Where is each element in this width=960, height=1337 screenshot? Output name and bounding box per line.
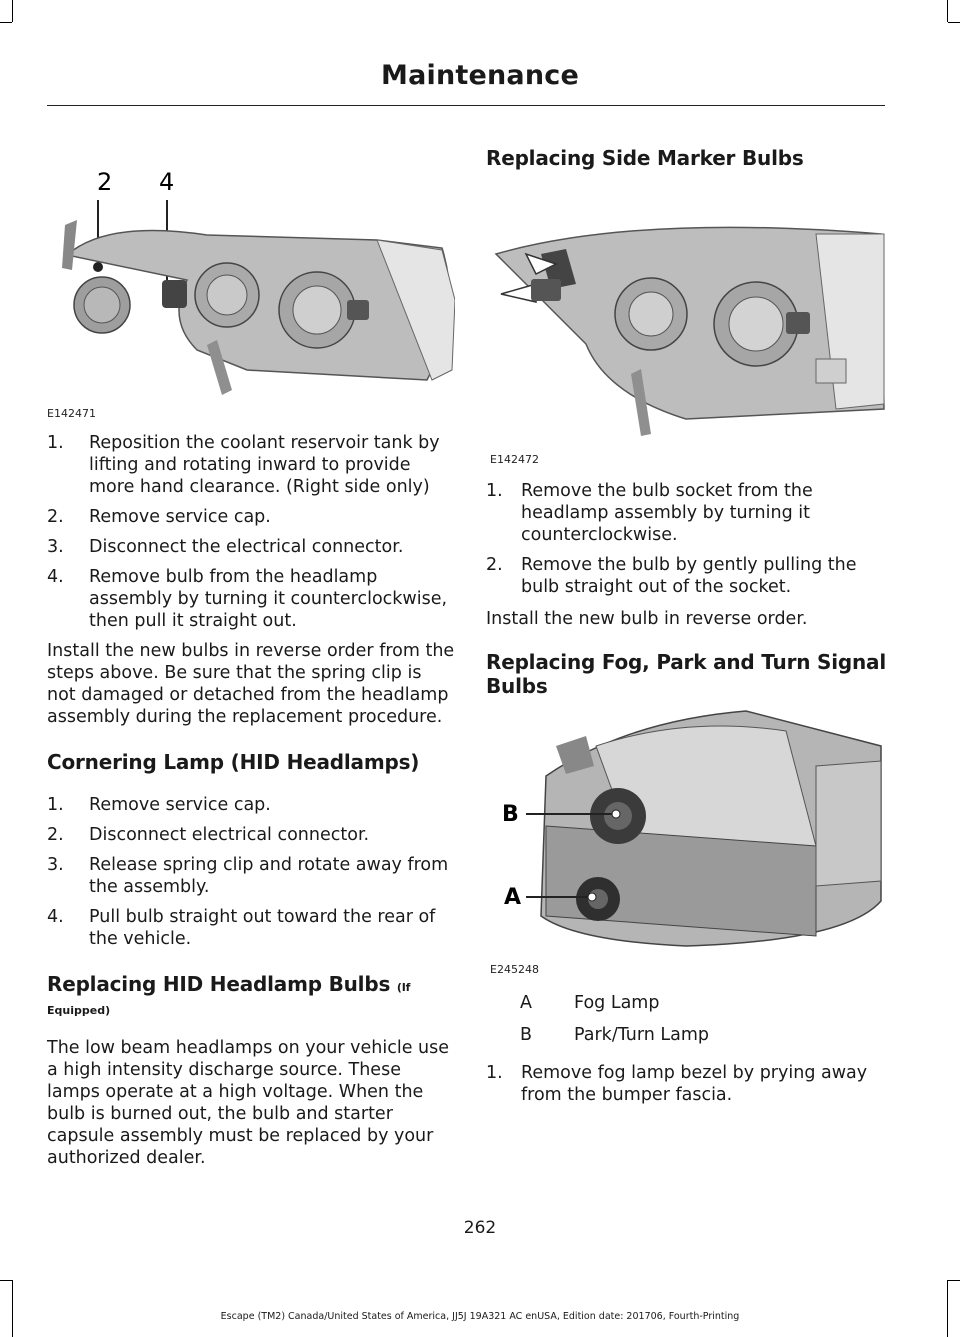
- figure-code: E142471: [47, 407, 96, 420]
- section-heading: Replacing Side Marker Bulbs: [486, 146, 804, 170]
- left-column: [47, 140, 455, 1169]
- list-item: 1. Remove the bulb socket from the headlamp assembly by turning it counterclockwise.: [486, 481, 813, 545]
- legend-key: A: [520, 993, 532, 1013]
- crop-mark: [947, 0, 948, 22]
- figure-headlamp-rear: [47, 140, 455, 420]
- legend-key: B: [520, 1025, 533, 1045]
- footer-text: Escape (TM2) Canada/United States of America, JJ5J 19A321 AC enUSA, Edition date: 201706, Fourth-Printing: [220, 1311, 740, 1322]
- figure-code: E142472: [490, 453, 539, 466]
- list-item: 4. Pull bulb straight out toward the rear of the vehicle.: [47, 907, 436, 949]
- list-item: 1. Remove fog lamp bezel by prying away from the bumper fascia.: [486, 1063, 868, 1105]
- page-number: 262: [463, 1218, 497, 1238]
- list-item: 1. Remove service cap.: [47, 795, 271, 815]
- list-item: 1. Reposition the coolant reservoir tank by lifting and rotating inward to provide more hand clearance. (Right side only): [47, 433, 440, 497]
- list-item: 3. Disconnect the electrical connector.: [47, 537, 404, 557]
- figure-legend: [520, 992, 886, 1046]
- right-column: [486, 146, 886, 1106]
- callout-4: 4: [159, 168, 175, 196]
- side-marker-steps: [486, 480, 886, 598]
- header-divider: [47, 105, 885, 106]
- section-heading: Cornering Lamp (HID Headlamps): [47, 750, 420, 774]
- callout-2: 2: [97, 168, 113, 196]
- fog-lamp-illustration: [486, 706, 886, 958]
- paragraph: Install the new bulbs in reverse order from the steps above. Be sure that the spring clip is not damaged or detached from the headlamp assembly during the replacement procedure.: [47, 641, 455, 727]
- crop-mark: [948, 22, 960, 23]
- list-item: 3. Release spring clip and rotate away from the assembly.: [47, 855, 449, 897]
- list-item: 2. Remove service cap.: [47, 507, 271, 527]
- section-heading: Replacing HID Headlamp Bulbs (If: [47, 972, 411, 996]
- callout-a: A: [504, 885, 522, 910]
- figure-code: E245248: [490, 963, 539, 976]
- callout-b: B: [502, 802, 519, 827]
- paragraph: The low beam headlamps on your vehicle use a high intensity discharge source. These lamps operate at a high voltage. When the bulb is burned out, the bulb and starter capsule assembly must be replaced by your authorized dealer.: [47, 1038, 450, 1168]
- headlamp-steps: [47, 432, 455, 632]
- cornering-steps: [47, 794, 455, 950]
- headlamp-rear-illustration: [47, 140, 455, 402]
- crop-mark: [0, 22, 12, 23]
- list-item: 4. Remove bulb from the headlamp assembly by turning it counterclockwise, then pull it straight out.: [47, 567, 448, 631]
- crop-mark: [948, 1280, 960, 1281]
- crop-mark: [0, 1280, 12, 1281]
- figure-side-marker: [486, 194, 886, 466]
- paragraph: Install the new bulb in reverse order.: [486, 609, 808, 629]
- side-marker-illustration: [486, 194, 886, 444]
- section-heading: Replacing Fog, Park and Turn Signal Bulbs: [486, 650, 887, 698]
- crop-mark: [12, 1280, 13, 1337]
- list-item: 2. Remove the bulb by gently pulling the bulb straight out of the socket.: [486, 555, 857, 597]
- legend-label: Park/Turn Lamp: [574, 1025, 710, 1045]
- list-item: 2. Disconnect electrical connector.: [47, 825, 370, 845]
- page-title: Maintenance: [381, 60, 579, 91]
- figure-fog-lamp: [486, 706, 886, 976]
- crop-mark: [12, 0, 13, 22]
- fog-lamp-steps: [486, 1062, 886, 1106]
- crop-mark: [947, 1280, 948, 1337]
- heading-note: Equipped): [47, 1004, 111, 1017]
- legend-label: Fog Lamp: [574, 993, 660, 1013]
